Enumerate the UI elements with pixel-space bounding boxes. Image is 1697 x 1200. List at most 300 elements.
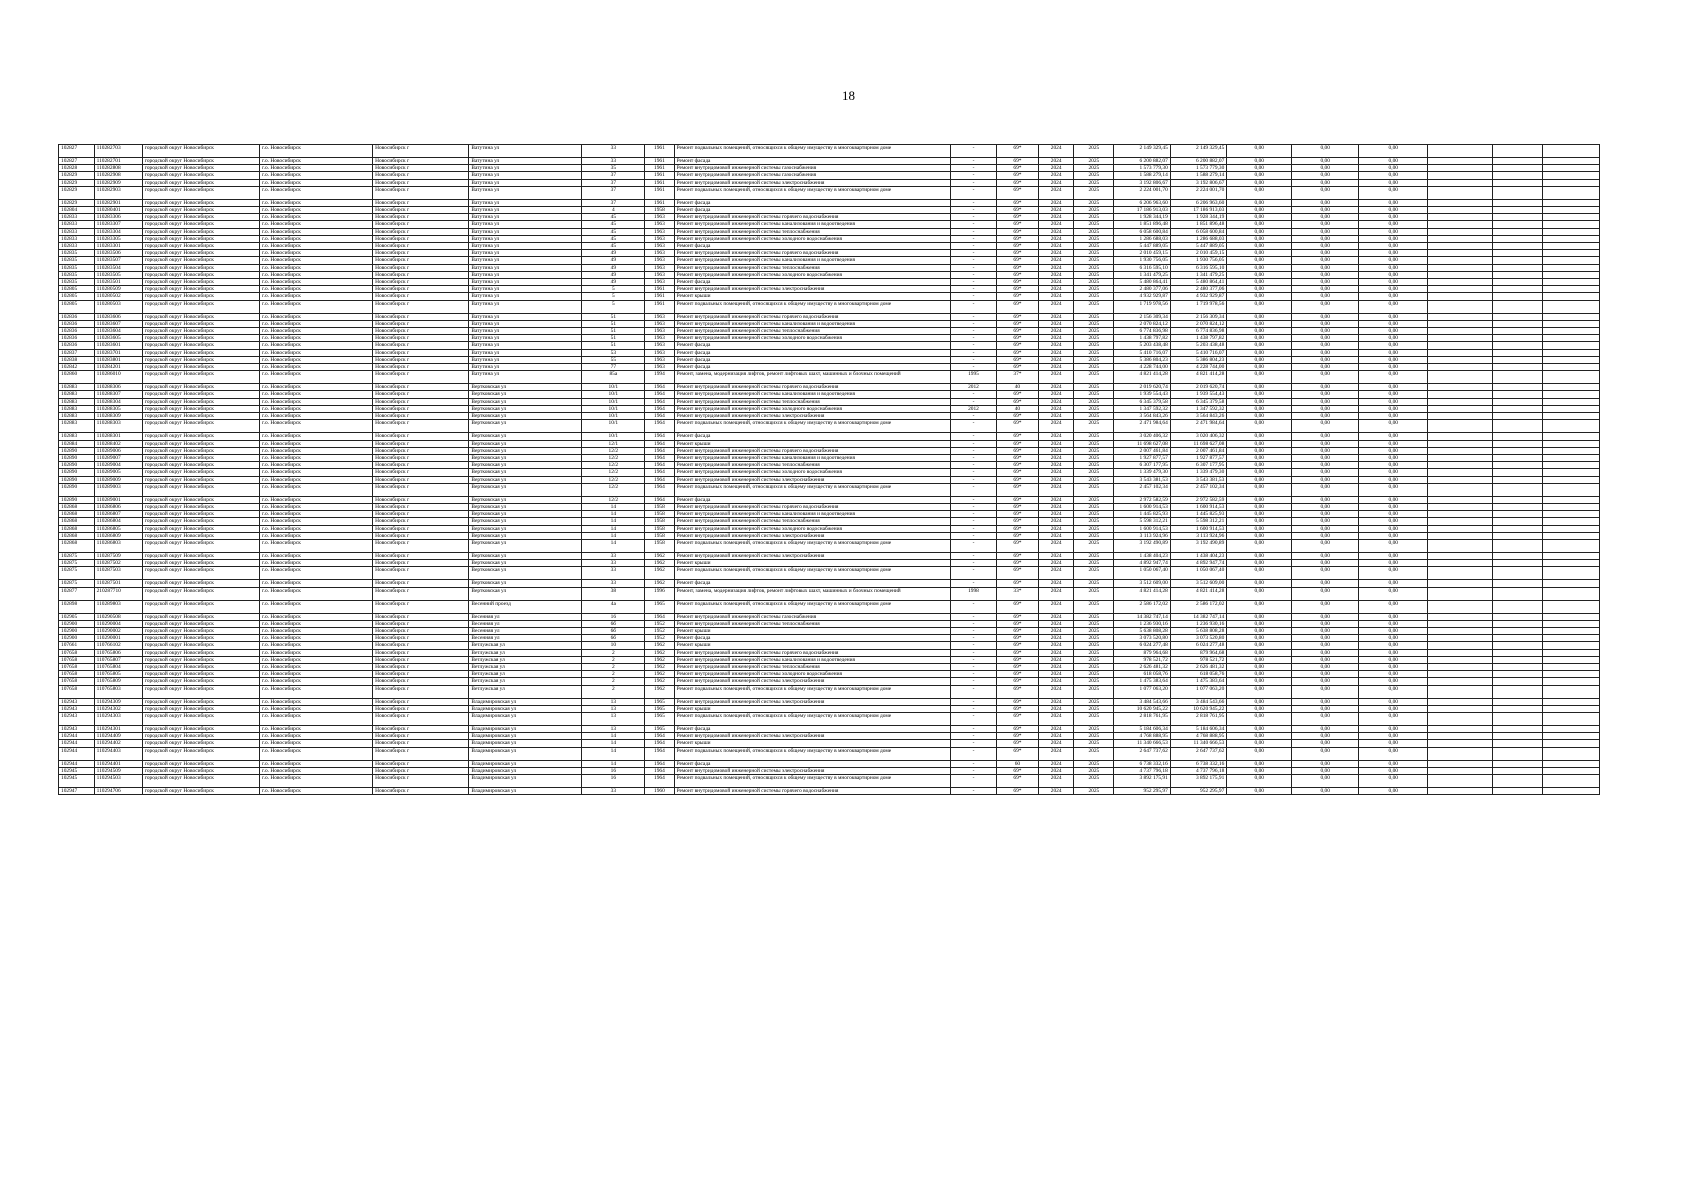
cell-extra-col-3 bbox=[1543, 433, 1600, 440]
cell-last-repair-year: - bbox=[950, 462, 996, 469]
cell-municipality: городской округ Новосибирск bbox=[142, 293, 259, 300]
cell-work-type: Ремонт внутридомовой инженерной системы холодного водоснабжения bbox=[674, 525, 950, 532]
cell-total-cost: 3 192 490,89 bbox=[1114, 539, 1171, 552]
cell-extra-col-1 bbox=[1428, 271, 1493, 278]
cell-plan-year-start: 2024 bbox=[1038, 788, 1074, 795]
cell-plan-year-start: 2024 bbox=[1038, 712, 1074, 725]
cell-extra-col-2 bbox=[1493, 733, 1543, 740]
cell-budget-local: 0,00 bbox=[1359, 462, 1428, 469]
cell-municipal-entity: г.о. Новосибирск bbox=[260, 420, 373, 433]
cell-work-type: Ремонт внутридомовой инженерной системы теплоснабжения bbox=[674, 663, 950, 670]
cell-total-cost: 10 620 945,22 bbox=[1114, 705, 1171, 712]
cell-fund-cost: 1 475 383,64 bbox=[1170, 678, 1227, 685]
cell-budget-regional: 0,00 bbox=[1292, 293, 1359, 300]
cell-plan-year-end: 2025 bbox=[1074, 371, 1114, 384]
cell-budget-regional: 0,00 bbox=[1292, 179, 1359, 186]
table-row bbox=[59, 462, 1600, 469]
cell-extra-col-3 bbox=[1543, 552, 1600, 559]
cell-wear-percent: 69* bbox=[997, 600, 1039, 613]
cell-fund-cost: 3 512 609,00 bbox=[1170, 580, 1227, 587]
cell-budget-local: 0,00 bbox=[1359, 525, 1428, 532]
table-row bbox=[59, 286, 1600, 293]
cell-extra-col-1 bbox=[1428, 349, 1493, 356]
cell-municipality: городской округ Новосибирск bbox=[142, 405, 259, 412]
cell-wear-percent: 69* bbox=[997, 462, 1039, 469]
cell-plan-year-end: 2025 bbox=[1074, 613, 1114, 620]
cell-build-year: 1963 bbox=[645, 328, 674, 335]
cell-budget-regional: 0,00 bbox=[1292, 678, 1359, 685]
cell-work-type: Ремонт внутридомовой инженерной системы горячего водоснабжения bbox=[674, 447, 950, 454]
cell-last-repair-year: - bbox=[950, 678, 996, 685]
cell-work-type: Ремонт внутридомовой инженерной системы горячего водоснабжения bbox=[674, 788, 950, 795]
cell-build-year: 1994 bbox=[645, 371, 674, 384]
cell-municipality: городской округ Новосибирск bbox=[142, 518, 259, 525]
cell-total-cost: 2 149 329,45 bbox=[1114, 145, 1171, 158]
cell-extra-col-3 bbox=[1543, 286, 1600, 293]
cell-work-id: 110290508 bbox=[94, 613, 142, 620]
cell-settlement: Новосибирск г bbox=[373, 328, 469, 335]
cell-build-year: 1962 bbox=[645, 560, 674, 567]
cell-wear-percent: 69* bbox=[997, 447, 1039, 454]
cell-plan-year-start: 2024 bbox=[1038, 656, 1074, 663]
cell-last-repair-year: - bbox=[950, 207, 996, 214]
cell-extra-col-1 bbox=[1428, 511, 1493, 518]
cell-budget-local: 0,00 bbox=[1359, 663, 1428, 670]
cell-house-id: 102898 bbox=[59, 600, 95, 613]
cell-wear-percent: 69* bbox=[997, 313, 1039, 320]
cell-total-cost: 1 939 554,43 bbox=[1114, 391, 1171, 398]
cell-work-type: Ремонт внутридомовой инженерной системы горячего водоснабжения bbox=[674, 250, 950, 257]
cell-budget-federal: 0,00 bbox=[1227, 158, 1292, 165]
cell-extra-col-2 bbox=[1493, 747, 1543, 760]
cell-fund-cost: 14 382 747,14 bbox=[1170, 613, 1227, 620]
cell-municipal-entity: г.о. Новосибирск bbox=[260, 567, 373, 580]
cell-extra-col-3 bbox=[1543, 733, 1600, 740]
cell-extra-col-2 bbox=[1493, 678, 1543, 685]
cell-municipality: городской округ Новосибирск bbox=[142, 698, 259, 705]
cell-fund-cost: 1 573 779,30 bbox=[1170, 165, 1227, 172]
cell-street: Ватутина ул bbox=[469, 199, 582, 206]
cell-budget-federal: 0,00 bbox=[1227, 760, 1292, 767]
cell-municipal-entity: г.о. Новосибирск bbox=[260, 733, 373, 740]
cell-municipality: городской округ Новосибирск bbox=[142, 511, 259, 518]
cell-extra-col-1 bbox=[1428, 158, 1493, 165]
cell-total-cost: 2 457 102,34 bbox=[1114, 483, 1171, 496]
cell-total-cost: 2 471 984,64 bbox=[1114, 420, 1171, 433]
cell-wear-percent: 69* bbox=[997, 567, 1039, 580]
cell-last-repair-year: - bbox=[950, 525, 996, 532]
cell-extra-col-3 bbox=[1543, 349, 1600, 356]
cell-plan-year-end: 2025 bbox=[1074, 158, 1114, 165]
cell-extra-col-1 bbox=[1428, 257, 1493, 264]
cell-build-year: 1964 bbox=[645, 469, 674, 476]
cell-budget-local: 0,00 bbox=[1359, 705, 1428, 712]
cell-plan-year-end: 2025 bbox=[1074, 420, 1114, 433]
cell-extra-col-1 bbox=[1428, 525, 1493, 532]
cell-total-cost: 618 058,76 bbox=[1114, 671, 1171, 678]
cell-budget-regional: 0,00 bbox=[1292, 364, 1359, 371]
cell-municipality: городской округ Новосибирск bbox=[142, 705, 259, 712]
cell-last-repair-year: - bbox=[950, 775, 996, 788]
cell-budget-federal: 0,00 bbox=[1227, 172, 1292, 179]
cell-budget-federal: 0,00 bbox=[1227, 518, 1292, 525]
cell-build-year: 1965 bbox=[645, 712, 674, 725]
cell-house-number: 2 bbox=[582, 671, 645, 678]
table-row bbox=[59, 760, 1600, 767]
cell-extra-col-1 bbox=[1428, 760, 1493, 767]
cell-plan-year-end: 2025 bbox=[1074, 476, 1114, 483]
cell-work-id: 110282903 bbox=[94, 186, 142, 199]
cell-extra-col-1 bbox=[1428, 207, 1493, 214]
cell-plan-year-start: 2024 bbox=[1038, 447, 1074, 454]
cell-plan-year-end: 2025 bbox=[1074, 243, 1114, 250]
cell-budget-federal: 0,00 bbox=[1227, 496, 1292, 503]
cell-extra-col-1 bbox=[1428, 172, 1493, 179]
cell-house-id: 102875 bbox=[59, 567, 95, 580]
cell-extra-col-2 bbox=[1493, 335, 1543, 342]
cell-street: Владимировская ул bbox=[469, 725, 582, 732]
cell-house-id: 102827 bbox=[59, 158, 95, 165]
table-row bbox=[59, 476, 1600, 483]
cell-work-id: 110286010 bbox=[94, 371, 142, 384]
cell-fund-cost: 2 457 102,34 bbox=[1170, 483, 1227, 496]
cell-house-number: 45 bbox=[582, 235, 645, 242]
cell-work-id: 110283305 bbox=[94, 235, 142, 242]
cell-municipality: городской округ Новосибирск bbox=[142, 420, 259, 433]
cell-extra-col-2 bbox=[1493, 279, 1543, 286]
cell-work-id: 110289009 bbox=[94, 476, 142, 483]
cell-fund-cost: 6 024 277,48 bbox=[1170, 642, 1227, 649]
cell-total-cost: 1 928 344,19 bbox=[1114, 214, 1171, 221]
cell-settlement: Новосибирск г bbox=[373, 649, 469, 656]
cell-house-id: 102884 bbox=[59, 440, 95, 447]
cell-build-year: 1964 bbox=[645, 767, 674, 774]
cell-extra-col-1 bbox=[1428, 279, 1493, 286]
cell-plan-year-start: 2024 bbox=[1038, 349, 1074, 356]
cell-budget-federal: 0,00 bbox=[1227, 313, 1292, 320]
cell-last-repair-year: - bbox=[950, 627, 996, 634]
cell-work-id: 110280401 bbox=[94, 207, 142, 214]
cell-settlement: Новосибирск г bbox=[373, 413, 469, 420]
cell-budget-regional: 0,00 bbox=[1292, 705, 1359, 712]
cell-wear-percent: 69* bbox=[997, 580, 1039, 587]
table-row bbox=[59, 342, 1600, 349]
cell-work-type: Ремонт подвальных помещений, относящихся к общему имуществу в многоквартирном доме bbox=[674, 747, 950, 760]
cell-work-type: Ремонт внутридомовой инженерной системы газоснабжения bbox=[674, 165, 950, 172]
cell-budget-regional: 0,00 bbox=[1292, 447, 1359, 454]
cell-budget-federal: 0,00 bbox=[1227, 503, 1292, 510]
cell-municipal-entity: г.о. Новосибирск bbox=[260, 199, 373, 206]
cell-fund-cost: 5 638 808,28 bbox=[1170, 627, 1227, 634]
cell-fund-cost: 978 521,72 bbox=[1170, 656, 1227, 663]
cell-wear-percent: 69* bbox=[997, 158, 1039, 165]
cell-fund-cost: 1 851 896,48 bbox=[1170, 221, 1227, 228]
cell-municipality: городской округ Новосибирск bbox=[142, 257, 259, 264]
cell-house-number: 4а bbox=[582, 600, 645, 613]
table-row bbox=[59, 420, 1600, 433]
cell-total-cost: 5 203 438,48 bbox=[1114, 342, 1171, 349]
cell-plan-year-start: 2024 bbox=[1038, 293, 1074, 300]
cell-budget-local: 0,00 bbox=[1359, 300, 1428, 313]
cell-last-repair-year: - bbox=[950, 532, 996, 539]
cell-budget-regional: 0,00 bbox=[1292, 698, 1359, 705]
table-row bbox=[59, 165, 1600, 172]
cell-wear-percent: 69* bbox=[997, 733, 1039, 740]
cell-last-repair-year: - bbox=[950, 620, 996, 627]
cell-plan-year-end: 2025 bbox=[1074, 671, 1114, 678]
cell-build-year: 1964 bbox=[645, 483, 674, 496]
cell-extra-col-3 bbox=[1543, 567, 1600, 580]
cell-extra-col-2 bbox=[1493, 671, 1543, 678]
cell-last-repair-year: - bbox=[950, 454, 996, 461]
cell-work-type: Ремонт подвальных помещений, относящихся к общему имуществу в многоквартирном доме bbox=[674, 539, 950, 552]
cell-build-year: 1965 bbox=[645, 705, 674, 712]
cell-fund-cost: 3 484 543,66 bbox=[1170, 698, 1227, 705]
cell-extra-col-3 bbox=[1543, 454, 1600, 461]
cell-budget-local: 0,00 bbox=[1359, 788, 1428, 795]
cell-budget-regional: 0,00 bbox=[1292, 587, 1359, 600]
cell-extra-col-1 bbox=[1428, 214, 1493, 221]
cell-house-id: 107658 bbox=[59, 656, 95, 663]
cell-plan-year-start: 2024 bbox=[1038, 740, 1074, 747]
cell-budget-local: 0,00 bbox=[1359, 243, 1428, 250]
cell-house-number: 14 bbox=[582, 539, 645, 552]
cell-municipality: городской округ Новосибирск bbox=[142, 503, 259, 510]
cell-build-year: 1958 bbox=[645, 532, 674, 539]
cell-extra-col-2 bbox=[1493, 635, 1543, 642]
cell-budget-regional: 0,00 bbox=[1292, 600, 1359, 613]
cell-work-id: 110282901 bbox=[94, 199, 142, 206]
cell-extra-col-3 bbox=[1543, 469, 1600, 476]
cell-last-repair-year: - bbox=[950, 635, 996, 642]
cell-budget-local: 0,00 bbox=[1359, 560, 1428, 567]
cell-plan-year-start: 2024 bbox=[1038, 483, 1074, 496]
cell-extra-col-3 bbox=[1543, 398, 1600, 405]
cell-municipal-entity: г.о. Новосибирск bbox=[260, 313, 373, 320]
cell-plan-year-start: 2024 bbox=[1038, 560, 1074, 567]
cell-last-repair-year: - bbox=[950, 335, 996, 342]
cell-street: Вертковская ул bbox=[469, 413, 582, 420]
cell-total-cost: 6 024 277,48 bbox=[1114, 642, 1171, 649]
cell-budget-federal: 0,00 bbox=[1227, 279, 1292, 286]
cell-extra-col-2 bbox=[1493, 532, 1543, 539]
cell-work-id: 110282908 bbox=[94, 172, 142, 179]
cell-work-type: Ремонт фасада bbox=[674, 635, 950, 642]
cell-budget-regional: 0,00 bbox=[1292, 511, 1359, 518]
cell-work-id: 110294503 bbox=[94, 775, 142, 788]
cell-work-id: 110286803 bbox=[94, 539, 142, 552]
cell-work-id: 110283506 bbox=[94, 250, 142, 257]
cell-extra-col-1 bbox=[1428, 649, 1493, 656]
cell-extra-col-2 bbox=[1493, 364, 1543, 371]
cell-plan-year-end: 2025 bbox=[1074, 567, 1114, 580]
cell-extra-col-3 bbox=[1543, 279, 1600, 286]
cell-wear-percent: 69* bbox=[997, 172, 1039, 179]
table-row bbox=[59, 663, 1600, 670]
cell-extra-col-1 bbox=[1428, 328, 1493, 335]
cell-house-id: 102883 bbox=[59, 433, 95, 440]
cell-extra-col-2 bbox=[1493, 186, 1543, 199]
cell-extra-col-1 bbox=[1428, 635, 1493, 642]
cell-work-id: 110290001 bbox=[94, 635, 142, 642]
cell-extra-col-2 bbox=[1493, 685, 1543, 698]
cell-budget-regional: 0,00 bbox=[1292, 740, 1359, 747]
cell-plan-year-start: 2024 bbox=[1038, 371, 1074, 384]
cell-fund-cost: 1 236 930,16 bbox=[1170, 620, 1227, 627]
table-row bbox=[59, 552, 1600, 559]
cell-street: Вертковская ул bbox=[469, 447, 582, 454]
cell-fund-cost: 1 600 914,53 bbox=[1170, 525, 1227, 532]
cell-work-id: 110765805 bbox=[94, 671, 142, 678]
cell-build-year: 1961 bbox=[645, 179, 674, 186]
cell-municipality: городской округ Новосибирск bbox=[142, 620, 259, 627]
cell-budget-federal: 0,00 bbox=[1227, 775, 1292, 788]
cell-extra-col-2 bbox=[1493, 649, 1543, 656]
cell-extra-col-2 bbox=[1493, 552, 1543, 559]
cell-budget-local: 0,00 bbox=[1359, 642, 1428, 649]
cell-settlement: Новосибирск г bbox=[373, 560, 469, 567]
cell-fund-cost: 6 200 882,07 bbox=[1170, 158, 1227, 165]
cell-house-number: 10/1 bbox=[582, 398, 645, 405]
cell-house-number: 14 bbox=[582, 525, 645, 532]
cell-extra-col-3 bbox=[1543, 158, 1600, 165]
cell-extra-col-1 bbox=[1428, 788, 1493, 795]
cell-budget-local: 0,00 bbox=[1359, 158, 1428, 165]
cell-fund-cost: 11 340 666,53 bbox=[1170, 740, 1227, 747]
cell-work-id: 110294309 bbox=[94, 698, 142, 705]
cell-extra-col-2 bbox=[1493, 539, 1543, 552]
cell-municipal-entity: г.о. Новосибирск bbox=[260, 145, 373, 158]
cell-extra-col-2 bbox=[1493, 391, 1543, 398]
cell-work-id: 110284201 bbox=[94, 364, 142, 371]
cell-plan-year-start: 2024 bbox=[1038, 286, 1074, 293]
cell-work-type: Ремонт внутридомовой инженерной системы электроснабжения bbox=[674, 678, 950, 685]
cell-plan-year-start: 2024 bbox=[1038, 760, 1074, 767]
table-row bbox=[59, 642, 1600, 649]
cell-street: Вертковская ул bbox=[469, 532, 582, 539]
table-row bbox=[59, 483, 1600, 496]
cell-plan-year-end: 2025 bbox=[1074, 405, 1114, 412]
cell-street: Ватутина ул bbox=[469, 264, 582, 271]
cell-last-repair-year: - bbox=[950, 698, 996, 705]
cell-last-repair-year: - bbox=[950, 228, 996, 235]
cell-extra-col-2 bbox=[1493, 356, 1543, 363]
cell-house-id: 102868 bbox=[59, 503, 95, 510]
cell-municipal-entity: г.о. Новосибирск bbox=[260, 293, 373, 300]
cell-extra-col-1 bbox=[1428, 391, 1493, 398]
cell-house-number: 13 bbox=[582, 698, 645, 705]
cell-fund-cost: 1 438 404,23 bbox=[1170, 552, 1227, 559]
table-row bbox=[59, 518, 1600, 525]
cell-house-id: 102890 bbox=[59, 483, 95, 496]
cell-work-type: Ремонт внутридомовой инженерной системы газоснабжения bbox=[674, 172, 950, 179]
cell-house-number: 33 bbox=[582, 560, 645, 567]
cell-extra-col-2 bbox=[1493, 600, 1543, 613]
cell-budget-local: 0,00 bbox=[1359, 725, 1428, 732]
cell-budget-local: 0,00 bbox=[1359, 349, 1428, 356]
cell-budget-local: 0,00 bbox=[1359, 671, 1428, 678]
cell-extra-col-1 bbox=[1428, 580, 1493, 587]
cell-budget-federal: 0,00 bbox=[1227, 221, 1292, 228]
cell-work-type: Ремонт внутридомовой инженерной системы холодного водоснабжения bbox=[674, 335, 950, 342]
cell-municipal-entity: г.о. Новосибирск bbox=[260, 532, 373, 539]
table-row bbox=[59, 243, 1600, 250]
cell-plan-year-start: 2024 bbox=[1038, 620, 1074, 627]
cell-budget-federal: 0,00 bbox=[1227, 678, 1292, 685]
cell-house-number: 2 bbox=[582, 678, 645, 685]
cell-budget-federal: 0,00 bbox=[1227, 420, 1292, 433]
cell-last-repair-year: - bbox=[950, 342, 996, 349]
cell-municipality: городской округ Новосибирск bbox=[142, 179, 259, 186]
cell-extra-col-2 bbox=[1493, 454, 1543, 461]
cell-work-type: Ремонт крыши bbox=[674, 705, 950, 712]
cell-work-id: 110294403 bbox=[94, 747, 142, 760]
cell-budget-regional: 0,00 bbox=[1292, 518, 1359, 525]
cell-municipal-entity: г.о. Новосибирск bbox=[260, 685, 373, 698]
cell-build-year: 1963 bbox=[645, 335, 674, 342]
cell-budget-federal: 0,00 bbox=[1227, 293, 1292, 300]
cell-work-id: 110288309 bbox=[94, 413, 142, 420]
cell-plan-year-start: 2024 bbox=[1038, 580, 1074, 587]
cell-total-cost: 1 573 779,30 bbox=[1114, 165, 1171, 172]
cell-municipal-entity: г.о. Новосибирск bbox=[260, 214, 373, 221]
cell-budget-federal: 0,00 bbox=[1227, 328, 1292, 335]
cell-house-number: 5 bbox=[582, 300, 645, 313]
cell-extra-col-3 bbox=[1543, 503, 1600, 510]
cell-work-type: Ремонт внутридомовой инженерной системы горячего водоснабжения bbox=[674, 503, 950, 510]
cell-budget-regional: 0,00 bbox=[1292, 398, 1359, 405]
cell-wear-percent: 69* bbox=[997, 179, 1039, 186]
cell-extra-col-1 bbox=[1428, 518, 1493, 525]
cell-street: Вертковская ул bbox=[469, 567, 582, 580]
cell-extra-col-2 bbox=[1493, 264, 1543, 271]
cell-plan-year-end: 2025 bbox=[1074, 384, 1114, 391]
cell-work-id: 110294509 bbox=[94, 767, 142, 774]
cell-plan-year-start: 2024 bbox=[1038, 454, 1074, 461]
cell-budget-local: 0,00 bbox=[1359, 391, 1428, 398]
cell-work-type: Ремонт внутридомовой инженерной системы канализования и водоотведения bbox=[674, 511, 950, 518]
cell-municipality: городской округ Новосибирск bbox=[142, 186, 259, 199]
cell-house-id: 102835 bbox=[59, 257, 95, 264]
cell-municipality: городской округ Новосибирск bbox=[142, 250, 259, 257]
cell-budget-local: 0,00 bbox=[1359, 476, 1428, 483]
cell-plan-year-start: 2024 bbox=[1038, 228, 1074, 235]
cell-fund-cost: 2 471 984,64 bbox=[1170, 420, 1227, 433]
cell-build-year: 1964 bbox=[645, 398, 674, 405]
cell-build-year: 1964 bbox=[645, 476, 674, 483]
cell-build-year: 1961 bbox=[645, 293, 674, 300]
cell-street: Ватутина ул bbox=[469, 179, 582, 186]
cell-fund-cost: 1 438 797,82 bbox=[1170, 335, 1227, 342]
cell-last-repair-year: - bbox=[950, 740, 996, 747]
cell-budget-federal: 0,00 bbox=[1227, 433, 1292, 440]
table-row bbox=[59, 172, 1600, 179]
cell-settlement: Новосибирск г bbox=[373, 733, 469, 740]
cell-last-repair-year: - bbox=[950, 300, 996, 313]
cell-wear-percent: 69* bbox=[997, 165, 1039, 172]
cell-budget-federal: 0,00 bbox=[1227, 560, 1292, 567]
cell-plan-year-end: 2025 bbox=[1074, 656, 1114, 663]
cell-budget-local: 0,00 bbox=[1359, 483, 1428, 496]
cell-house-id: 102944 bbox=[59, 733, 95, 740]
cell-municipal-entity: г.о. Новосибирск bbox=[260, 663, 373, 670]
cell-municipal-entity: г.о. Новосибирск bbox=[260, 172, 373, 179]
cell-extra-col-1 bbox=[1428, 532, 1493, 539]
cell-total-cost: 1 600 914,53 bbox=[1114, 503, 1171, 510]
cell-last-repair-year: - bbox=[950, 600, 996, 613]
cell-municipal-entity: г.о. Новосибирск bbox=[260, 356, 373, 363]
cell-settlement: Новосибирск г bbox=[373, 342, 469, 349]
